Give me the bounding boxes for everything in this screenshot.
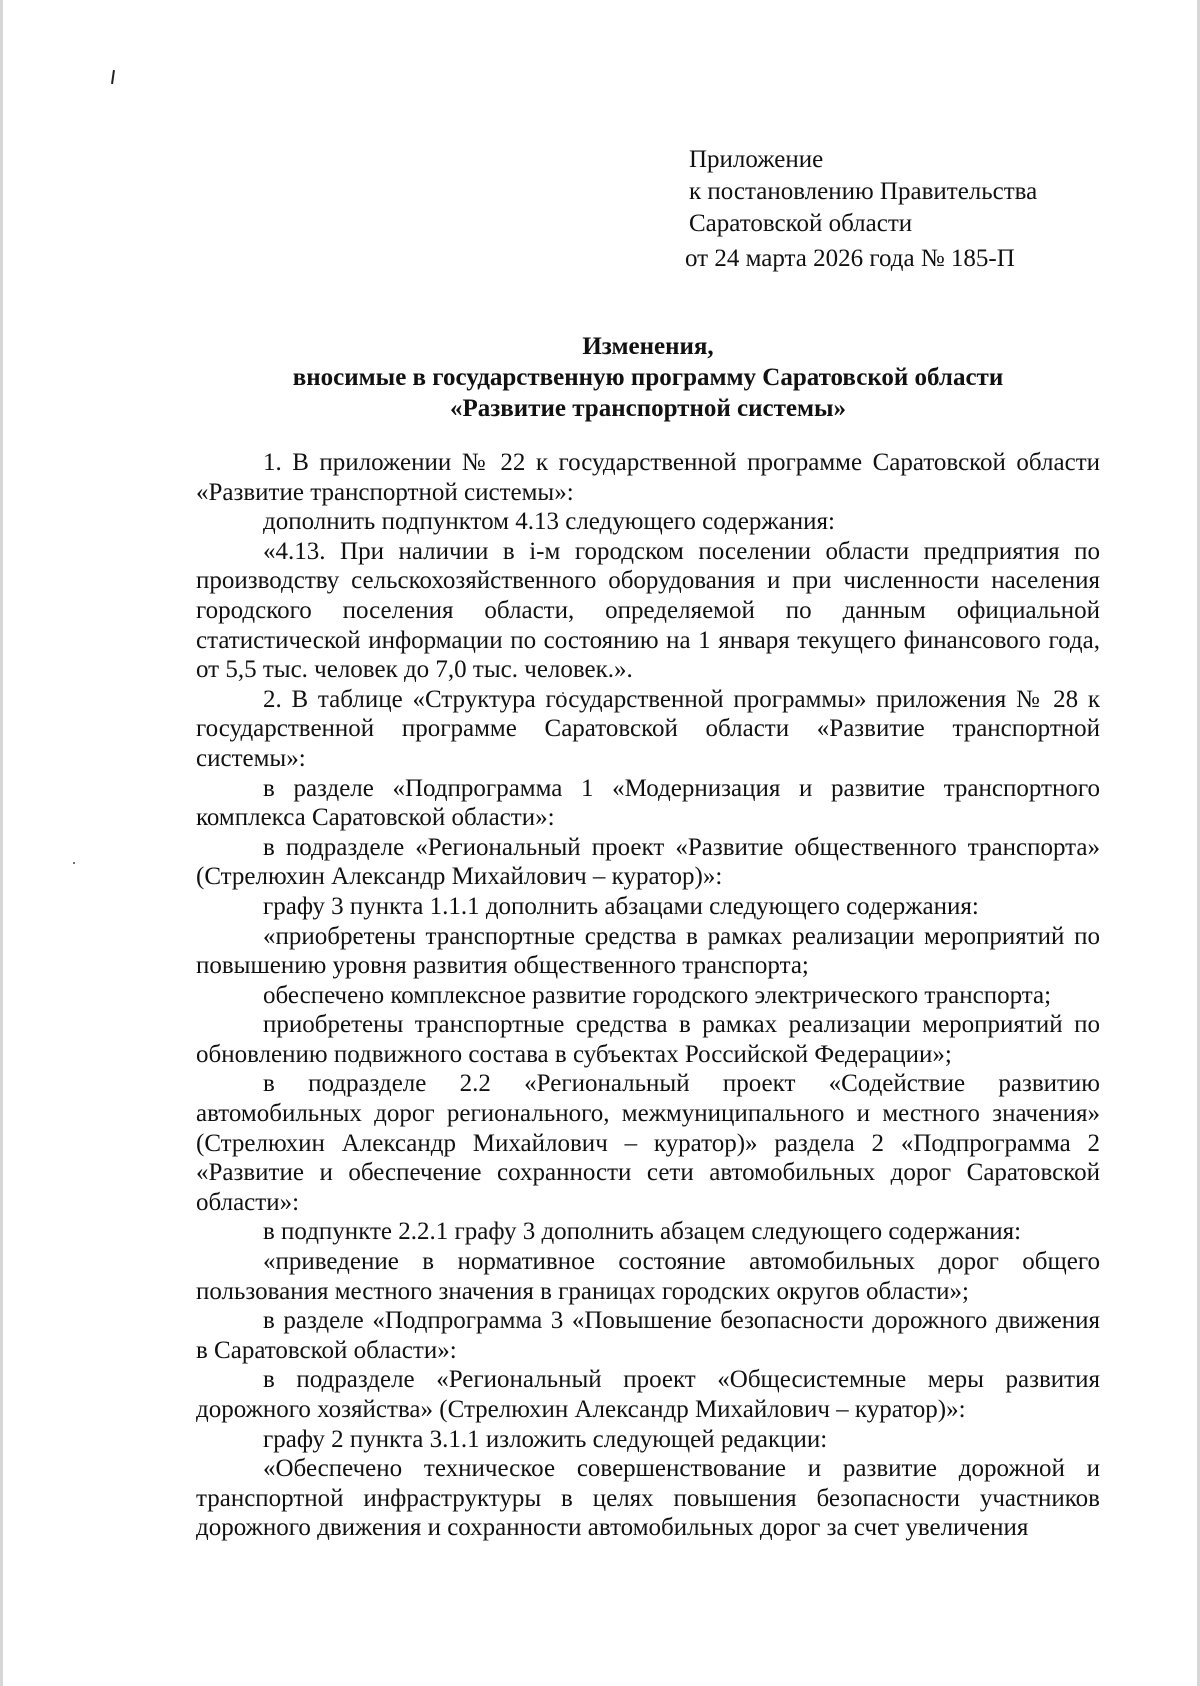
scan-speck [73, 862, 75, 864]
paragraph: «4.13. При наличии в i-м городском поселении области предприятия по производству сельскохозяйственного оборудования и при численности населения городского поселения области, определяемой по данным официальной статистической информации по состоянию на 1 января текущего финансового года, от 5,5 тыс. человек до 7,0 тыс. человек.». [196, 537, 1100, 684]
title-line: Изменения, [582, 333, 714, 360]
appendix-line: Саратовской области [689, 210, 913, 237]
appendix-block [685, 144, 1038, 275]
paragraph: в подпункте 2.2.1 графу 3 дополнить абзацем следующего содержания: [263, 1218, 1022, 1246]
appendix-date-line: от 24 марта 2026 года № 185-П [685, 245, 1015, 272]
paragraph: 2. В таблице «Структура государственной программы» приложения № 28 к государственной программе Саратовской области «Развитие транспортной системы»: [196, 685, 1100, 772]
paragraph: «приобретены транспортные средства в рамках реализации мероприятий по повышению уровня развития общественного транспорта; [196, 922, 1100, 980]
paragraph: графу 3 пункта 1.1.1 дополнить абзацами следующего содержания: [263, 892, 979, 920]
paragraph: графу 2 пункта 3.1.1 изложить следующей редакции: [263, 1425, 828, 1453]
title-line: «Развитие транспортной системы» [449, 395, 847, 422]
paragraph: в разделе «Подпрограмма 1 «Модернизация и развитие транспортного комплекса Саратовской области»: [196, 774, 1100, 832]
document-title [196, 331, 1100, 424]
paragraph: в разделе «Подпрограмма 3 «Повышение безопасности дорожного движения в Саратовской области»: [196, 1307, 1100, 1364]
paragraph: «приведение в нормативное состояние автомобильных дорог общего пользования местного значения в границах городских округов области»; [196, 1248, 1100, 1305]
document-body [196, 448, 1100, 1543]
paragraph: «Обеспечено техническое совершенствование и развитие дорожной и транспортной инфраструктуры в целях повышения безопасности участников дорожного движения и сохранности автомобильных дорог за счет увеличения [196, 1455, 1100, 1542]
appendix-line: Приложение [689, 146, 824, 173]
paragraph: в подразделе «Региональный проект «Общесистемные меры развития дорожного хозяйства» (Стрелюхин Александр Михайлович – куратор)»: [196, 1366, 1100, 1423]
scan-mark [111, 70, 115, 84]
paragraph: 1. В приложении № 22 к государственной программе Саратовской области «Развитие транспортной системы»: [196, 449, 1100, 506]
title-line: вносимые в государственную программу Саратовской области [292, 364, 1004, 391]
paragraph: в подразделе «Региональный проект «Развитие общественного транспорта» (Стрелюхин Александр Михайлович – куратор)»: [196, 833, 1100, 891]
scan-edge-left [0, 0, 3, 1686]
paragraph: обеспечено комплексное развитие городского электрического транспорта; [263, 981, 1052, 1009]
paragraph: дополнить подпунктом 4.13 следующего содержания: [263, 508, 835, 536]
paragraph: в подразделе 2.2 «Региональный проект «Содействие развитию автомобильных дорог регионального, межмуниципального и местного значения» (Стрелюхин Александр Михайлович – куратор)» раздела 2 «Подпрограмма 2 «Развитие и обеспечение сохранности сети автомобильных дорог Саратовской области»: [196, 1070, 1100, 1216]
paragraph: приобретены транспортные средства в рамках реализации мероприятий по обновлению подвижного состава в субъектах Российской Федерации»; [196, 1011, 1100, 1068]
appendix-line: к постановлению Правительства [689, 178, 1038, 205]
